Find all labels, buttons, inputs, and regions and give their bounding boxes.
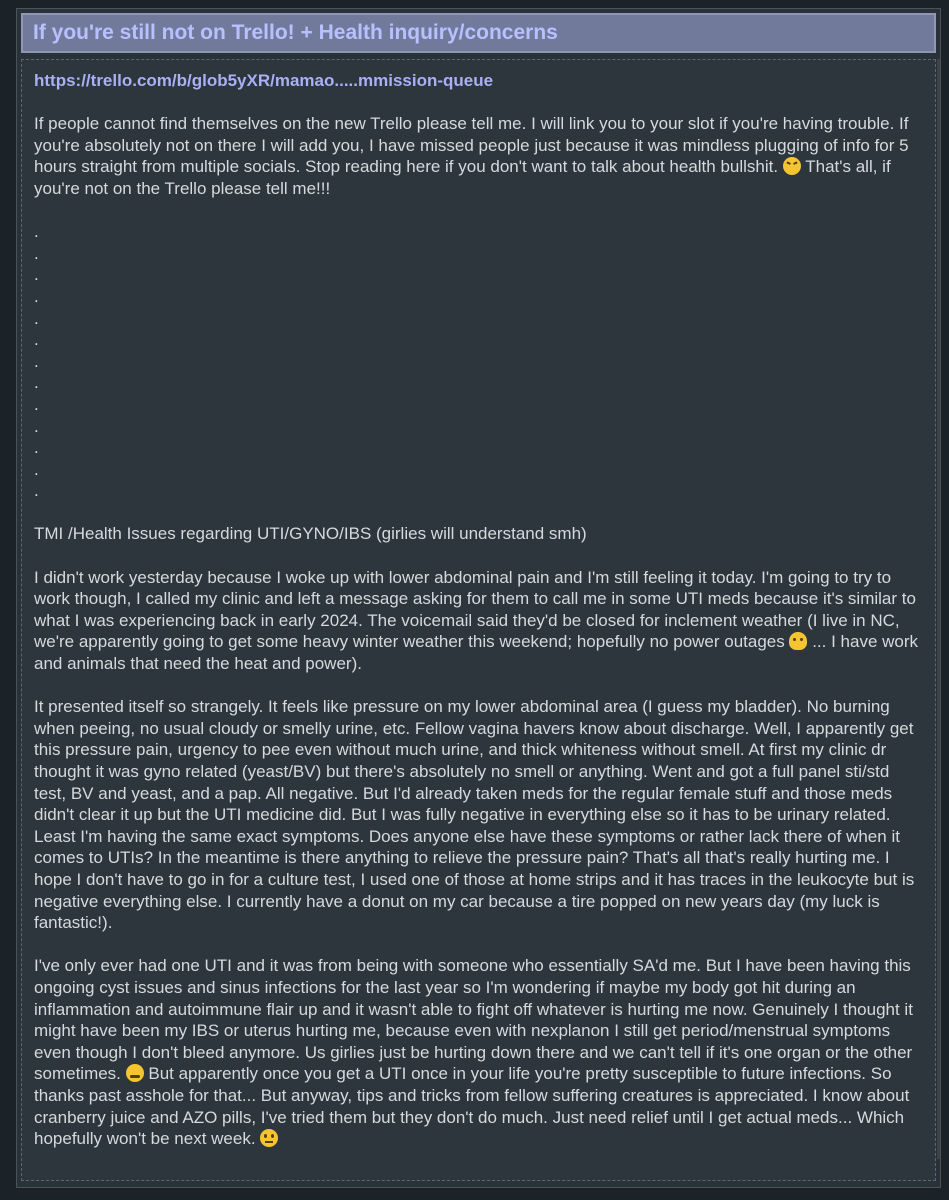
paragraph-history bbox=[34, 955, 925, 1149]
dot: . bbox=[34, 394, 39, 414]
dot: . bbox=[34, 416, 39, 436]
p4-text-a: I've only ever had one UTI and it was from being with someone who essentially SA'd me. But I have been having this ongoing cyst issues and sinus infections for the last year so I'm wondering if maybe my body got hit during an inflammation and autoimmune flair up and it wasn't able to fight off whatever is hurting me now. Genuinely I thought it might have been my IBS or uterus hurting me, because even with nexplanon I still get period/menstrual symptoms even though I don't bleed anymore. Us girlies just be hurting down there and we can't tell if it's one organ or the other sometimes. bbox=[34, 956, 913, 1084]
trello-link[interactable]: https://trello.com/b/glob5yXR/mamao.....mmission-queue bbox=[34, 71, 494, 90]
dot: . bbox=[34, 373, 39, 393]
post-title: If you're still not on Trello! + Health inquiry/concerns bbox=[33, 21, 558, 44]
p2-text-b: ... I have work and animals that need the heat and power). bbox=[34, 632, 919, 674]
post-title-bar bbox=[21, 13, 936, 53]
melting-face-icon bbox=[789, 632, 807, 650]
post-body bbox=[21, 59, 936, 1181]
dot: . bbox=[34, 308, 39, 328]
intro-text-a: If people cannot find themselves on the new Trello please tell me. I will link you to your slot if you're having trouble. If you're absolutely not on there I will add you, I have missed people just because it was mindless plugging of info for 5 hours straight from multiple socials. Stop reading here if you don't want to talk about health bullshit. bbox=[34, 114, 909, 177]
post-frame bbox=[16, 8, 941, 1188]
scrollbar[interactable] bbox=[937, 59, 940, 1159]
p2-text-a: I didn't work yesterday because I woke up with lower abdominal pain and I'm still feeling it today. I'm going to try to work though, I called my clinic and left a message asking for them to call me in some UTI meds because it's similar to what I was experiencing back in early 2024. The voicemail said they'd be closed for inclement weather (I live in NC, we're apparently going to get some heavy winter weather this weekend; hopefully no power outages bbox=[34, 567, 916, 652]
grinning-squinting-face-icon bbox=[783, 157, 801, 175]
dot: . bbox=[34, 351, 39, 371]
neutral-face-icon bbox=[260, 1129, 278, 1147]
p4-text-b: But apparently once you get a UTI once in your life you're pretty susceptible to future infections. So thanks past asshole for that... But anyway, tips and tricks from fellow suffering creatures is appreciated. I know about cranberry juice and AZO pills, I've tried them but they don't do much. Just need relief until I get actual meds... Which hopefully won't be next week. bbox=[34, 1064, 910, 1149]
dot: . bbox=[34, 330, 39, 350]
dot: . bbox=[34, 438, 39, 458]
paragraph-symptoms-detail: It presented itself so strangely. It feels like pressure on my lower abdominal area (I guess my bladder). No burning when peeing, no usual cloudy or smelly urine, etc. Fellow vagina havers know about discharge. Well, I apparently get this pressure pain, urgency to pee even without much urine, and thick whiteness without smell. At first my clinic dr thought it was gyno related (yeast/BV) but there's absolutely no smell or anything. Went and got a full panel sti/std test, BV and yeast, and a pap. All negative. But I'd already taken meds for the regular female stuff and those meds didn't clear it up but the UTI medicine did. But I was fully negative in everything else so it has to be urinary related. Least I'm having the same exact symptoms. Does anyone else have these symptoms or rather lack there of when it comes to UTIs? In the meantime is there anything to relieve the pressure pain? That's all that's really hurting me. I hope I don't have to go in for a culture test, I used one of those at home strips and it has traces in the leukocyte but is negative everything else. I currently have a donut on my car because a tire popped on new years day (my luck is fantastic!). bbox=[34, 697, 915, 933]
intro-paragraph bbox=[34, 113, 925, 199]
persevering-face-icon bbox=[126, 1064, 144, 1082]
health-heading: TMI /Health Issues regarding UTI/GYNO/IBS (girlies will understand smh) bbox=[34, 524, 587, 544]
intro-text-b: That's all, if you're not on the Trello please tell me!!! bbox=[34, 157, 891, 198]
dot: . bbox=[34, 222, 39, 242]
dot: . bbox=[34, 481, 39, 501]
dot: . bbox=[34, 243, 39, 263]
dot: . bbox=[34, 265, 39, 285]
paragraph-symptoms-intro bbox=[34, 567, 925, 675]
dot: . bbox=[34, 286, 39, 306]
dot-spacer bbox=[34, 221, 925, 502]
dot: . bbox=[34, 459, 39, 479]
